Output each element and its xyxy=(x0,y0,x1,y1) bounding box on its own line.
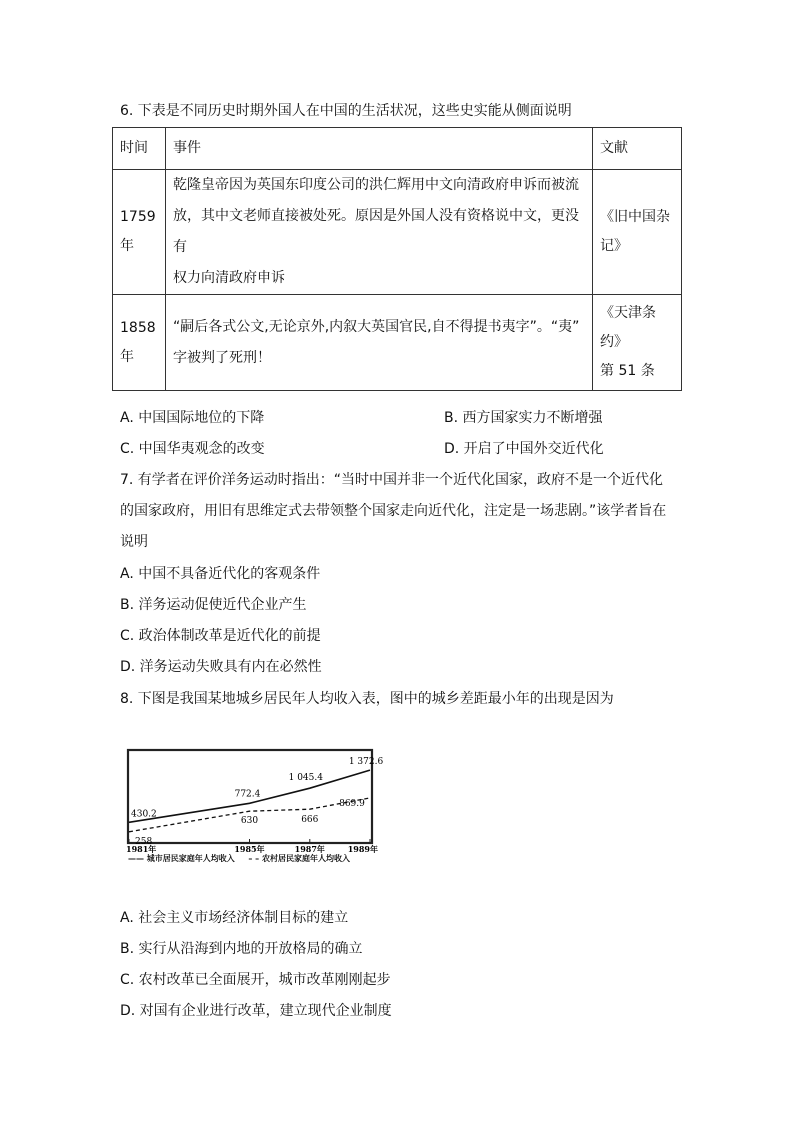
row1-event xyxy=(166,170,593,295)
q7-stem-line3: 说明 xyxy=(120,534,148,550)
header-event: 事件 xyxy=(166,128,593,170)
chart-legend xyxy=(128,853,350,864)
row2-time-l1: 1858 xyxy=(120,319,156,336)
table-row xyxy=(113,170,682,295)
q8-option-b[interactable]: B. 实行从沿海到内地的开放格局的确立 xyxy=(120,941,363,957)
q8-stem: 8. 下图是我国某地城乡居民年人均收入表，图中的城乡差距最小年的出现是因为 xyxy=(120,691,614,707)
header-source: 文献 xyxy=(593,128,682,170)
row2-source xyxy=(593,295,682,391)
q6-option-b[interactable]: B. 西方国家实力不断增强 xyxy=(444,410,603,426)
row2-time xyxy=(113,295,166,391)
urban-data-label: 1 045.4 xyxy=(288,773,323,784)
q7-option-d[interactable]: D. 洋务运动失败具有内在必然性 xyxy=(120,659,322,675)
q7-option-a[interactable]: A. 中国不具备近代化的客观条件 xyxy=(120,566,321,582)
row2-source-l2: 第 51 条 xyxy=(600,363,655,379)
q6-table xyxy=(112,127,682,391)
row2-event-l1: “嗣后各式公文,无论京外,内叙大英国官民,自不得提书夷字”。“夷” xyxy=(173,318,580,335)
row1-source-l1: 《旧中国杂 xyxy=(600,209,670,225)
q6-stem: 6. 下表是不同历史时期外国人在中国的生活状况，这些史实能从侧面说明 xyxy=(120,103,572,119)
q7-option-b[interactable]: B. 洋务运动促使近代企业产生 xyxy=(120,597,307,613)
rural-data-label: 666 xyxy=(301,815,319,826)
urban-data-label: 772.4 xyxy=(234,789,261,800)
q7-stem-line2: 的国家政府，用旧有思维定式去带领整个国家走向近代化，注定是一场悲剧。”该学者旨在 xyxy=(120,503,667,519)
q8-option-d[interactable]: D. 对国有企业进行改革，建立现代企业制度 xyxy=(120,1003,392,1019)
urban-data-label: 1 372.6 xyxy=(348,757,384,768)
x-tick-label: 1981年 xyxy=(126,844,157,853)
row2-event xyxy=(166,295,593,391)
x-tick-label: 1989年 xyxy=(347,844,378,853)
legend-rural: – – 农村居民家庭年人均收入 xyxy=(248,854,350,863)
table-row xyxy=(113,295,682,391)
rural-data-label: 869.9 xyxy=(339,798,365,809)
row2-time-l2: 年 xyxy=(120,348,134,365)
row1-source xyxy=(593,170,682,295)
table-header-row xyxy=(113,128,682,170)
legend-urban: —— 城市居民家庭年人均收入 xyxy=(128,854,235,863)
row1-time xyxy=(113,170,166,295)
row2-source-l1: 《天津条约》 xyxy=(600,305,656,350)
q7-stem-line1: 7. 有学者在评价洋务运动时指出：“当时中国并非一个近代化国家，政府不是一个近代化 xyxy=(120,472,664,488)
row1-time-l2: 年 xyxy=(120,238,134,254)
q8-option-c[interactable]: C. 农村改革已全面展开，城市改革刚刚起步 xyxy=(120,972,391,988)
x-tick-label: 1987年 xyxy=(294,844,325,853)
urban-data-label: 430.2 xyxy=(131,809,157,820)
q7-option-c[interactable]: C. 政治体制改革是近代化的前提 xyxy=(120,628,321,644)
row1-source-l2: 记》 xyxy=(600,238,628,254)
row1-event-l2: 放，其中文老师直接被处死。原因是外国人没有资格说中文，更没有 xyxy=(173,208,579,255)
q6-option-c[interactable]: C. 中国华夷观念的改变 xyxy=(120,441,265,457)
q6-option-a[interactable]: A. 中国国际地位的下降 xyxy=(120,410,265,426)
income-chart-svg xyxy=(122,747,390,853)
row1-event-l3: 权力向清政府申诉 xyxy=(173,270,285,286)
row1-time-l1: 1759 xyxy=(120,209,156,225)
x-tick-label: 1985年 xyxy=(234,844,265,853)
q6-option-d[interactable]: D. 开启了中国外交近代化 xyxy=(444,441,604,457)
row2-event-l2: 字被判了死刑！ xyxy=(173,349,271,366)
rural-data-label: 258 xyxy=(135,836,153,847)
row1-event-l1: 乾隆皇帝因为英国东印度公司的洪仁辉用中文向清政府申诉而被流 xyxy=(173,177,579,193)
rural-data-label: 630 xyxy=(240,816,259,827)
header-time: 时间 xyxy=(113,128,166,170)
q8-option-a[interactable]: A. 社会主义市场经济体制目标的建立 xyxy=(120,910,349,926)
